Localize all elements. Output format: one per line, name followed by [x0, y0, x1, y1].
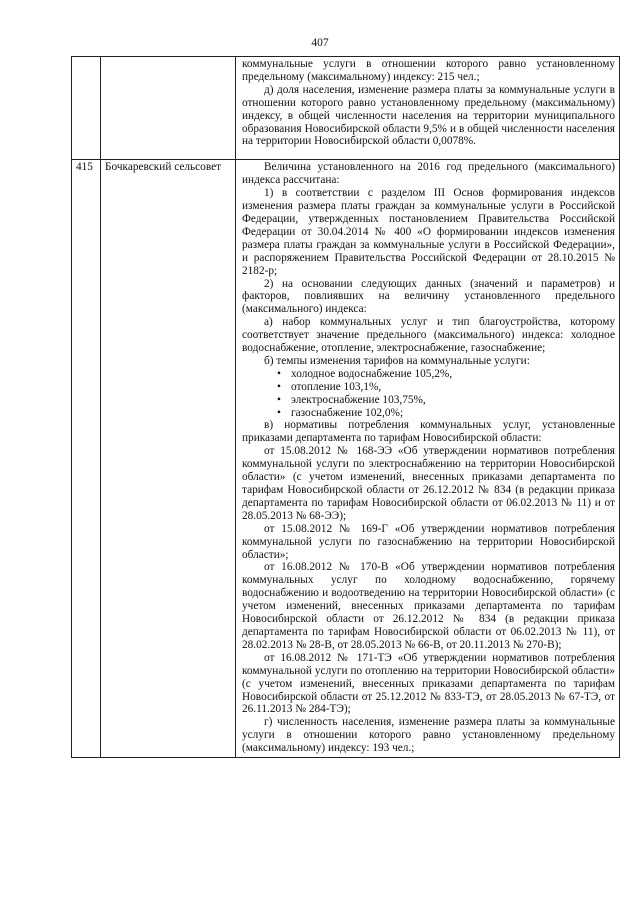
paragraph: а) набор коммунальных услуг и тип благоустройства, которому соответствует значение предельного (максимального) индекса: холодное водоснабжение, отопление, электроснабжение, газоснабжение; — [242, 316, 615, 355]
list-item: • отопление 103,1%, — [291, 381, 615, 394]
row-number-cell — [72, 57, 101, 160]
paragraph: от 15.08.2012 № 169-Г «Об утверждении нормативов потребления коммунальной услуги по газоснабжению на территории Новосибирской области»; — [242, 522, 615, 561]
paragraph: от 15.08.2012 № 168-ЭЭ «Об утверждении нормативов потребления коммунальной услуги по электроснабжению на территории Новосибирской области» (с учетом изменений, внесенных приказами департамента по тарифам Новосибирской области от 26.12.2012 № 834 (в редакции приказа департамента по тарифам Новосибирской области от 06.02.2013 № 11) и от 28.05.2013 № 68-ЭЭ); — [242, 445, 615, 522]
municipality-name: Бочкаревский сельсовет — [105, 161, 222, 174]
row-text-cell — [236, 57, 620, 160]
paragraph: от 16.08.2012 № 170-В «Об утверждении нормативов потребления коммунальных услуг по холодному водоснабжению, горячему водоснабжению и водоотведению на территории Новосибирской области» (с учетом изменений, внесенных приказами департамента по тарифам Новосибирской области от 26.12.2012 № 834 (в редакции приказа департамента по тарифам Новосибирской области от 06.02.2013 № 11), от 28.02.2013 № 28-В, от 28.05.2013 № 66-В, от 20.11.2013 № 270-В); — [242, 561, 615, 651]
row-number: 415 — [76, 161, 93, 174]
paragraph: 2) на основании следующих данных (значений и параметров) и факторов, повлиявших на величину установленного предельного (максимального) индекса: — [242, 277, 615, 316]
paragraph: Величина установленного на 2016 год предельного (максимального) индекса рассчитана: — [242, 161, 615, 187]
row-name-cell — [101, 57, 236, 160]
list-item: • холодное водоснабжение 105,2%, — [291, 368, 615, 381]
row-name-cell — [101, 160, 236, 758]
tariff-list — [242, 368, 615, 420]
page-number: 407 — [311, 37, 329, 49]
row-text-cell — [236, 160, 620, 758]
list-item: • электроснабжение 103,75%, — [291, 394, 615, 407]
paragraph: д) доля населения, изменение размера платы за коммунальные услуги в отношении которого равно установленному предельному (максимальному) индексу, в общей численности населения на территории муниципального образования Новосибирской области 9,5% и в общей численности населения на территории Новосибирской области 0,0078%. — [242, 83, 615, 148]
paragraph: в) нормативы потребления коммунальных услуг, установленные приказами департамента по тарифам Новосибирской области: — [242, 419, 615, 445]
table-row — [72, 57, 620, 160]
paragraph: от 16.08.2012 № 171-ТЭ «Об утверждении нормативов потребления коммунальной услуги по отоплению на территории Новосибирской области» (с учетом изменений, внесенных приказами департамента по тарифам Новосибирской области от 25.12.2012 № 833-ТЭ, от 28.05.2013 № 67-ТЭ, от 26.11.2013 № 284-ТЭ); — [242, 651, 615, 716]
table-row — [72, 160, 620, 758]
list-item: • газоснабжение 102,0%; — [291, 407, 615, 420]
paragraph: б) темпы изменения тарифов на коммунальные услуги: — [264, 354, 530, 367]
paragraph: 1) в соответствии с разделом III Основ формирования индексов изменения размера платы граждан за коммунальные услуги в Российской Федерации, утвержденных постановлением Правительства Российской Федерации от 30.04.2014 № 400 «О формировании индексов изменения размера платы граждан за коммунальные услуги в Российской Федерации», и распоряжением Правительства Российской Федерации от 28.10.2015 № 2182-р; — [242, 187, 615, 277]
paragraph: г) численность населения, изменение размера платы за коммунальные услуги в отношении которого равно установленному предельному (максимальному) индексу: 193 чел.; — [242, 716, 615, 755]
paragraph: коммунальные услуги в отношении которого равно установленному предельному (максимальному) индексу: 215 чел.; — [242, 58, 615, 83]
municipalities-table — [71, 56, 620, 758]
row-number-cell — [72, 160, 101, 758]
